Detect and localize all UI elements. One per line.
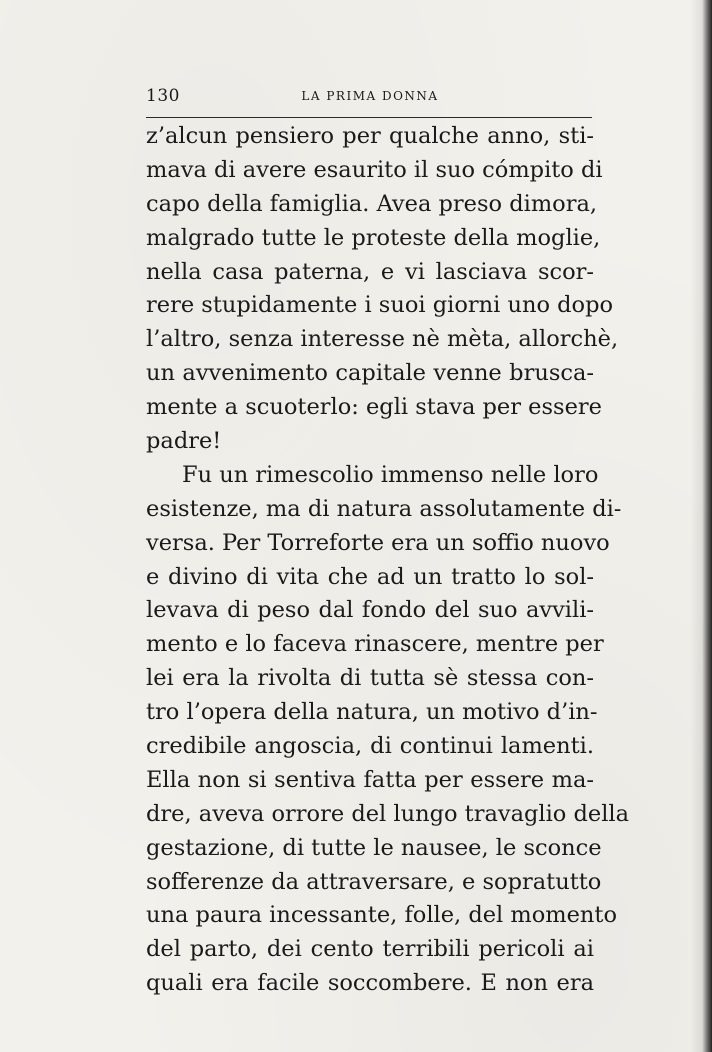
text-line: mente a scuoterlo: egli stava per essere xyxy=(146,394,602,421)
text-line: versa. Per Torreforte era un soffio nuovo xyxy=(146,529,610,556)
page-header xyxy=(146,86,594,108)
text-line: nella casa paterna, e vi lasciava scor- xyxy=(146,258,594,285)
body-text xyxy=(146,120,630,1001)
text-line: malgrado tutte le proteste della moglie, xyxy=(146,224,601,251)
text-line: credibile angoscia, di continui lamenti. xyxy=(146,733,594,760)
text-line: esistenze, ma di natura assolutamente di- xyxy=(146,495,622,522)
text-line: lei era la rivolta di tutta sè stessa con- xyxy=(146,665,594,692)
text-line: e divino di vita che ad un tratto lo sol- xyxy=(146,563,594,590)
text-line: mento e lo faceva rinascere, mentre per xyxy=(146,631,604,658)
page-edge-shadow xyxy=(690,0,712,1052)
text-line: quali era facile soccombere. E non era xyxy=(146,970,594,997)
text-line: Ella non si sentiva fatta per essere ma- xyxy=(146,766,594,793)
text-line: rere stupidamente i suoi giorni uno dopo xyxy=(146,292,614,319)
page-number: 130 xyxy=(146,86,180,106)
text-line: z’alcun pensiero per qualche anno, sti- xyxy=(146,123,594,149)
paragraph-start-line: Fu un rimescolio immenso nelle loro xyxy=(182,461,599,488)
text-line: del parto, dei cento terribili pericoli ai xyxy=(146,936,594,963)
text-line: mava di avere esaurito il suo cómpito di xyxy=(146,156,603,183)
text-line: levava di peso dal fondo del suo avvili- xyxy=(146,597,594,624)
running-title: LA PRIMA DONNA xyxy=(301,89,439,103)
paragraph-end-line: padre! xyxy=(146,428,222,455)
text-line: un avvenimento capitale venne brusca- xyxy=(146,360,594,387)
header-rule xyxy=(146,117,592,118)
text-line: tro l’opera della natura, un motivo d’in- xyxy=(146,699,598,726)
text-line: l’altro, senza interesse nè mèta, allorchè, xyxy=(146,326,619,353)
text-line: dre, aveva orrore del lungo travaglio della xyxy=(146,800,630,827)
text-line: capo della famiglia. Avea preso dimora, xyxy=(146,190,598,217)
text-line: una paura incessante, folle, del momento xyxy=(146,902,618,929)
text-line: gestazione, di tutte le nausee, le sconce xyxy=(146,834,602,861)
text-line: sofferenze da attraversare, e sopratutto xyxy=(146,868,602,895)
